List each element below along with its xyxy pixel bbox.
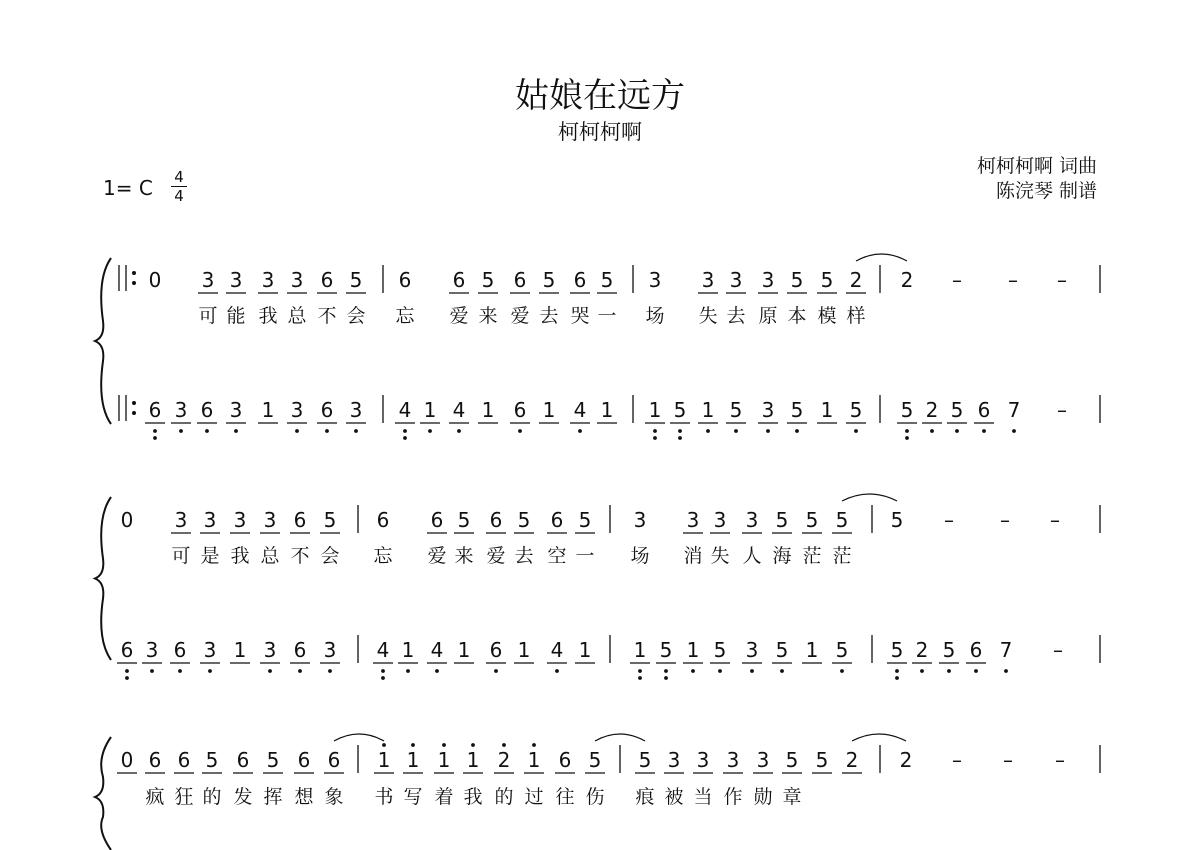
melody-note: –	[952, 268, 962, 292]
lyric-char: 总	[287, 305, 307, 327]
accomp-low-octave-dot	[974, 669, 978, 673]
melody-note: 6	[558, 748, 572, 772]
accomp-low-octave-dot	[895, 669, 899, 673]
melody-note: 5	[600, 268, 614, 292]
accomp-low-octave-dot	[795, 429, 799, 433]
lyric-char: 一	[597, 305, 617, 327]
accomp-note: 5	[849, 398, 863, 422]
accomp-note: 5	[890, 638, 904, 662]
melody-high-octave-dot	[411, 743, 415, 747]
melody-note: 1	[377, 748, 391, 772]
melody-note: 5	[323, 508, 337, 532]
lyric-char: 想	[294, 786, 314, 808]
system-brace	[95, 737, 111, 850]
lyric-char: 爱	[427, 545, 447, 567]
lyric-char: 本	[787, 305, 807, 327]
melody-note: 0	[148, 268, 162, 292]
accomp-low-octave-dot	[578, 429, 582, 433]
accomp-note: 5	[790, 398, 804, 422]
accomp-note: 2	[925, 398, 939, 422]
accomp-note: 3	[145, 638, 159, 662]
lyric-char: 去	[726, 305, 746, 327]
accomp-low-octave-dot	[457, 429, 461, 433]
lyric-char: 是	[200, 545, 220, 567]
accomp-note: –	[1057, 398, 1067, 422]
lyric-char: 着	[434, 786, 454, 808]
lyric-char: 可	[171, 545, 191, 567]
melody-note: 5	[588, 748, 602, 772]
accomp-note: 6	[173, 638, 187, 662]
lyric-char: 象	[324, 786, 344, 808]
accomp-low-octave-dot	[982, 429, 986, 433]
accomp-note: 6	[148, 398, 162, 422]
accomp-low-octave-dot	[179, 429, 183, 433]
accomp-low-octave-dot	[328, 669, 332, 673]
lyric-char: 消	[683, 545, 703, 567]
melody-note: 6	[550, 508, 564, 532]
lyric-char: 会	[320, 545, 340, 567]
melody-note: 6	[489, 508, 503, 532]
melody-high-octave-dot	[382, 743, 386, 747]
melody-note: 5	[835, 508, 849, 532]
lyric-char: 能	[226, 305, 246, 327]
meter-top: 4	[174, 168, 184, 186]
lyric-char: 我	[230, 545, 250, 567]
melody-note: 6	[376, 508, 390, 532]
accomp-note: 4	[550, 638, 564, 662]
melody-note: 3	[229, 268, 243, 292]
lyric-char: 痕	[635, 786, 655, 808]
accomp-low-octave-dot	[718, 669, 722, 673]
melody-note: 1	[466, 748, 480, 772]
accomp-low-octave-dot	[125, 669, 129, 673]
lyric-char: 不	[317, 305, 337, 327]
melody-note: 3	[233, 508, 247, 532]
accomp-note: 1	[648, 398, 662, 422]
lyric-char: 的	[202, 786, 222, 808]
accomp-low-octave-dot	[947, 669, 951, 673]
lyric-char: 人	[742, 545, 762, 567]
lyric-char: 忘	[395, 305, 415, 327]
lyric-char: 茫	[802, 545, 822, 567]
melody-note: 3	[696, 748, 710, 772]
accomp-low-octave-dot	[518, 429, 522, 433]
melody-note: 5	[578, 508, 592, 532]
accomp-low-octave-dot	[766, 429, 770, 433]
accomp-low-octave-dot	[653, 429, 657, 433]
accomp-low-octave-dot	[653, 436, 657, 440]
accomp-note: 1	[261, 398, 275, 422]
accomp-low-octave-dot	[325, 429, 329, 433]
lyric-char: 哭	[570, 305, 590, 327]
accomp-note: 1	[820, 398, 834, 422]
melody-note: 6	[327, 748, 341, 772]
melody-note: 6	[236, 748, 250, 772]
melody-note: –	[1050, 508, 1060, 532]
accomp-note: 5	[713, 638, 727, 662]
melody-note: –	[1008, 268, 1018, 292]
melody-note: 5	[890, 508, 904, 532]
melody-note: 2	[849, 268, 863, 292]
melody-note: 5	[638, 748, 652, 772]
accomp-note: 6	[293, 638, 307, 662]
melody-note: 5	[205, 748, 219, 772]
lyric-char: 来	[478, 305, 498, 327]
lyric-char: 一	[575, 545, 595, 567]
accomp-low-octave-dot	[955, 429, 959, 433]
lyric-char: 我	[258, 305, 278, 327]
lyric-char: 挥	[263, 786, 283, 808]
accomp-low-octave-dot	[734, 429, 738, 433]
repeat-dot	[132, 401, 136, 405]
lyric-char: 会	[346, 305, 366, 327]
lyric-char: 爱	[486, 545, 506, 567]
melody-note: 3	[745, 508, 759, 532]
accomp-low-octave-dot	[678, 429, 682, 433]
melody-note: 5	[820, 268, 834, 292]
lyric-char: 爱	[510, 305, 530, 327]
accomp-low-octave-dot	[406, 669, 410, 673]
accomp-note: 1	[457, 638, 471, 662]
lyric-char: 书	[374, 786, 394, 808]
accomp-note: 3	[174, 398, 188, 422]
accomp-note: 3	[290, 398, 304, 422]
accomp-low-octave-dot	[354, 429, 358, 433]
lyric-char: 往	[555, 786, 575, 808]
melody-note: –	[1055, 748, 1065, 772]
melody-note: 6	[430, 508, 444, 532]
accomp-low-octave-dot	[691, 669, 695, 673]
melody-note: 5	[775, 508, 789, 532]
accomp-note: 6	[969, 638, 983, 662]
lyric-char: 空	[547, 545, 567, 567]
melody-note: 3	[761, 268, 775, 292]
lyric-char: 失	[698, 305, 718, 327]
lyric-char: 场	[630, 545, 650, 567]
accomp-low-octave-dot	[494, 669, 498, 673]
accomp-low-octave-dot	[854, 429, 858, 433]
lyric-char: 不	[290, 545, 310, 567]
lyric-char: 模	[817, 305, 837, 327]
lyric-char: 疯	[145, 786, 165, 808]
melody-note: 6	[148, 748, 162, 772]
melody-note: 6	[513, 268, 527, 292]
accomp-note: 5	[942, 638, 956, 662]
melody-high-octave-dot	[442, 743, 446, 747]
repeat-dot	[132, 281, 136, 285]
melody-note: –	[944, 508, 954, 532]
melody-note: 3	[261, 268, 275, 292]
melody-note: –	[1057, 268, 1067, 292]
melody-note: 2	[845, 748, 859, 772]
credit-transcriber: 陈浣琴 制谱	[995, 180, 1097, 202]
melody-note: 2	[900, 268, 914, 292]
accomp-low-octave-dot	[1012, 429, 1016, 433]
melody-note: 3	[203, 508, 217, 532]
accomp-note: 2	[915, 638, 929, 662]
accomp-note: 6	[513, 398, 527, 422]
melody-note: 3	[201, 268, 215, 292]
melody-note: 2	[899, 748, 913, 772]
melody-note: 3	[174, 508, 188, 532]
accomp-low-octave-dot	[664, 676, 668, 680]
melody-note: 5	[517, 508, 531, 532]
song-subtitle: 柯柯柯啊	[558, 120, 642, 144]
lyric-char: 的	[494, 786, 514, 808]
melody-note: 3	[633, 508, 647, 532]
accomp-note: 1	[542, 398, 556, 422]
melody-tie	[334, 734, 384, 741]
accomp-low-octave-dot	[678, 436, 682, 440]
accomp-note: 4	[573, 398, 587, 422]
accomp-note: 4	[398, 398, 412, 422]
lyric-char: 勋	[753, 786, 773, 808]
accomp-note: 1	[600, 398, 614, 422]
accomp-low-octave-dot	[381, 676, 385, 680]
accomp-low-octave-dot	[638, 669, 642, 673]
credit-lyrics-music: 柯柯柯啊 词曲	[976, 155, 1097, 177]
accomp-note: 3	[349, 398, 363, 422]
accomp-low-octave-dot	[403, 429, 407, 433]
melody-note: 6	[452, 268, 466, 292]
lyric-char: 海	[772, 545, 792, 567]
lyric-char: 伤	[585, 786, 605, 808]
lyric-char: 原	[758, 305, 778, 327]
lyric-char: 来	[454, 545, 474, 567]
meter-bottom: 4	[174, 187, 184, 205]
accomp-note: –	[1053, 638, 1063, 662]
lyric-char: 总	[260, 545, 280, 567]
melody-note: 1	[437, 748, 451, 772]
accomp-note: 3	[745, 638, 759, 662]
accomp-note: 7	[999, 638, 1013, 662]
accomp-note: 3	[263, 638, 277, 662]
lyric-char: 失	[710, 545, 730, 567]
accomp-low-octave-dot	[268, 669, 272, 673]
melody-note: 6	[398, 268, 412, 292]
melody-note: 5	[266, 748, 280, 772]
melody-note: 3	[729, 268, 743, 292]
melody-note: 0	[120, 748, 134, 772]
melody-note: 5	[481, 268, 495, 292]
accomp-note: 7	[1007, 398, 1021, 422]
melody-note: 3	[263, 508, 277, 532]
melody-note: 6	[320, 268, 334, 292]
accomp-low-octave-dot	[920, 669, 924, 673]
melody-note: 6	[297, 748, 311, 772]
melody-note: 5	[790, 268, 804, 292]
accomp-note: 1	[686, 638, 700, 662]
accomp-low-octave-dot	[555, 669, 559, 673]
accomp-low-octave-dot	[905, 436, 909, 440]
accomp-low-octave-dot	[638, 676, 642, 680]
lyric-char: 去	[514, 545, 534, 567]
lyric-char: 被	[664, 786, 684, 808]
melody-note: 3	[686, 508, 700, 532]
melody-note: 3	[667, 748, 681, 772]
accomp-note: 6	[489, 638, 503, 662]
melody-note: 5	[349, 268, 363, 292]
melody-note: –	[1000, 508, 1010, 532]
accomp-low-octave-dot	[706, 429, 710, 433]
melody-note: 6	[177, 748, 191, 772]
melody-high-octave-dot	[502, 743, 506, 747]
accomp-low-octave-dot	[153, 429, 157, 433]
accomp-note: 1	[805, 638, 819, 662]
accomp-low-octave-dot	[664, 669, 668, 673]
accomp-low-octave-dot	[403, 436, 407, 440]
melody-note: –	[1003, 748, 1013, 772]
melody-note: 3	[701, 268, 715, 292]
repeat-dot	[132, 411, 136, 415]
lyric-char: 去	[539, 305, 559, 327]
accomp-note: 3	[761, 398, 775, 422]
accomp-low-octave-dot	[1004, 669, 1008, 673]
accomp-low-octave-dot	[125, 676, 129, 680]
melody-note: 5	[785, 748, 799, 772]
accomp-note: 5	[835, 638, 849, 662]
melody-note: 2	[497, 748, 511, 772]
accomp-note: 3	[229, 398, 243, 422]
accomp-note: 5	[729, 398, 743, 422]
accomp-low-octave-dot	[153, 436, 157, 440]
melody-note: 3	[290, 268, 304, 292]
melody-note: 6	[293, 508, 307, 532]
accomp-low-octave-dot	[750, 669, 754, 673]
lyric-char: 爱	[449, 305, 469, 327]
lyric-char: 狂	[174, 786, 194, 808]
accomp-low-octave-dot	[435, 669, 439, 673]
melody-note: 3	[648, 268, 662, 292]
accomp-note: 1	[481, 398, 495, 422]
accomp-low-octave-dot	[428, 429, 432, 433]
melody-tie	[842, 494, 897, 501]
accomp-note: 4	[376, 638, 390, 662]
accomp-note: 6	[120, 638, 134, 662]
accomp-note: 3	[323, 638, 337, 662]
melody-high-octave-dot	[532, 743, 536, 747]
melody-note: 0	[120, 508, 134, 532]
melody-note: 5	[805, 508, 819, 532]
lyric-char: 写	[403, 786, 423, 808]
repeat-dot	[132, 271, 136, 275]
lyric-char: 场	[645, 305, 665, 327]
accomp-note: 1	[517, 638, 531, 662]
melody-note: 5	[542, 268, 556, 292]
melody-note: –	[952, 748, 962, 772]
accomp-low-octave-dot	[298, 669, 302, 673]
accomp-note: 1	[578, 638, 592, 662]
accomp-note: 5	[775, 638, 789, 662]
key-signature: 1= C	[103, 176, 153, 200]
accomp-note: 6	[320, 398, 334, 422]
accomp-note: 1	[233, 638, 247, 662]
accomp-low-octave-dot	[178, 669, 182, 673]
melody-note: 3	[726, 748, 740, 772]
lyric-char: 样	[846, 305, 866, 327]
accomp-low-octave-dot	[295, 429, 299, 433]
accomp-note: 3	[203, 638, 217, 662]
melody-note: 1	[527, 748, 541, 772]
lyric-char: 可	[198, 305, 218, 327]
lyric-char: 当	[693, 786, 713, 808]
melody-note: 1	[406, 748, 420, 772]
accomp-low-octave-dot	[381, 669, 385, 673]
melody-note: 5	[815, 748, 829, 772]
accomp-low-octave-dot	[150, 669, 154, 673]
accomp-note: 5	[673, 398, 687, 422]
lyric-char: 章	[782, 786, 802, 808]
lyric-char: 发	[233, 786, 253, 808]
accomp-low-octave-dot	[905, 429, 909, 433]
accomp-low-octave-dot	[780, 669, 784, 673]
lyric-char: 茫	[832, 545, 852, 567]
melody-note: 3	[713, 508, 727, 532]
accomp-note: 6	[200, 398, 214, 422]
accomp-note: 4	[430, 638, 444, 662]
melody-tie	[856, 254, 907, 261]
accomp-low-octave-dot	[895, 676, 899, 680]
lyric-char: 过	[524, 786, 544, 808]
accomp-low-octave-dot	[208, 669, 212, 673]
system-brace	[95, 258, 111, 424]
accomp-low-octave-dot	[840, 669, 844, 673]
accomp-low-octave-dot	[234, 429, 238, 433]
melody-note: 6	[573, 268, 587, 292]
melody-note: 5	[457, 508, 471, 532]
accomp-note: 1	[401, 638, 415, 662]
accomp-low-octave-dot	[205, 429, 209, 433]
accomp-note: 1	[633, 638, 647, 662]
accomp-note: 6	[977, 398, 991, 422]
lyric-char: 忘	[373, 545, 393, 567]
system-brace	[95, 497, 111, 660]
lyric-char: 我	[463, 786, 483, 808]
song-title: 姑娘在远方	[515, 76, 685, 116]
accomp-note: 5	[659, 638, 673, 662]
accomp-note: 4	[452, 398, 466, 422]
lyric-char: 作	[723, 786, 743, 808]
melody-tie	[595, 734, 645, 741]
accomp-low-octave-dot	[930, 429, 934, 433]
accomp-note: 5	[900, 398, 914, 422]
melody-high-octave-dot	[471, 743, 475, 747]
melody-note: 3	[756, 748, 770, 772]
accomp-note: 1	[423, 398, 437, 422]
accomp-note: 1	[701, 398, 715, 422]
melody-tie	[852, 734, 906, 741]
accomp-note: 5	[950, 398, 964, 422]
